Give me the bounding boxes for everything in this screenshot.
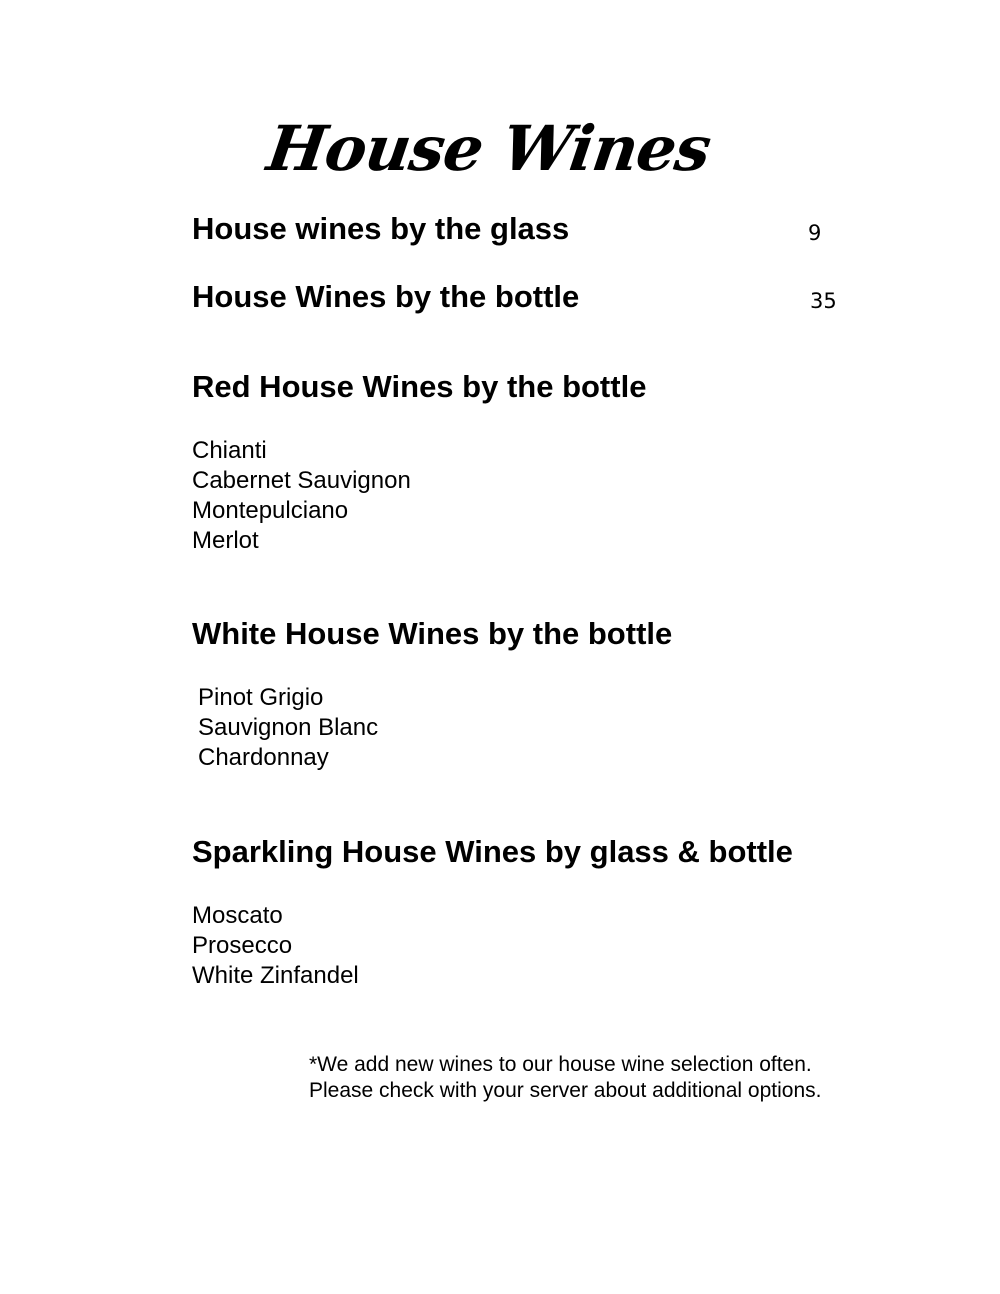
glass-price-value: 9 — [808, 221, 822, 245]
red-wines-list — [192, 436, 411, 556]
selection-note: *We add new wines to our house wine selection often. Please check with your server about additional options. — [309, 1053, 822, 1102]
glass-price-label: House wines by the glass — [192, 211, 570, 246]
page-title: House Wines — [262, 112, 715, 185]
list-item: Sauvignon Blanc — [198, 714, 379, 741]
list-item: White Zinfandel — [192, 962, 359, 989]
white-wines-list — [198, 683, 378, 773]
list-item: Pinot Grigio — [198, 684, 324, 711]
red-wines-heading: Red House Wines by the bottle — [192, 369, 647, 404]
list-item: Chianti — [192, 437, 267, 464]
bottle-price-value: 35 — [810, 289, 837, 313]
white-wines-heading: White House Wines by the bottle — [192, 616, 673, 651]
sparkling-wines-heading: Sparkling House Wines by glass & bottle — [192, 834, 793, 869]
list-item: Prosecco — [192, 932, 293, 959]
sparkling-wines-list — [192, 901, 359, 991]
list-item: Merlot — [192, 527, 259, 554]
list-item: Moscato — [192, 902, 283, 929]
list-item: Chardonnay — [198, 744, 329, 771]
bottle-price-label: House Wines by the bottle — [192, 279, 580, 314]
list-item: Montepulciano — [192, 497, 349, 524]
list-item: Cabernet Sauvignon — [192, 467, 411, 494]
